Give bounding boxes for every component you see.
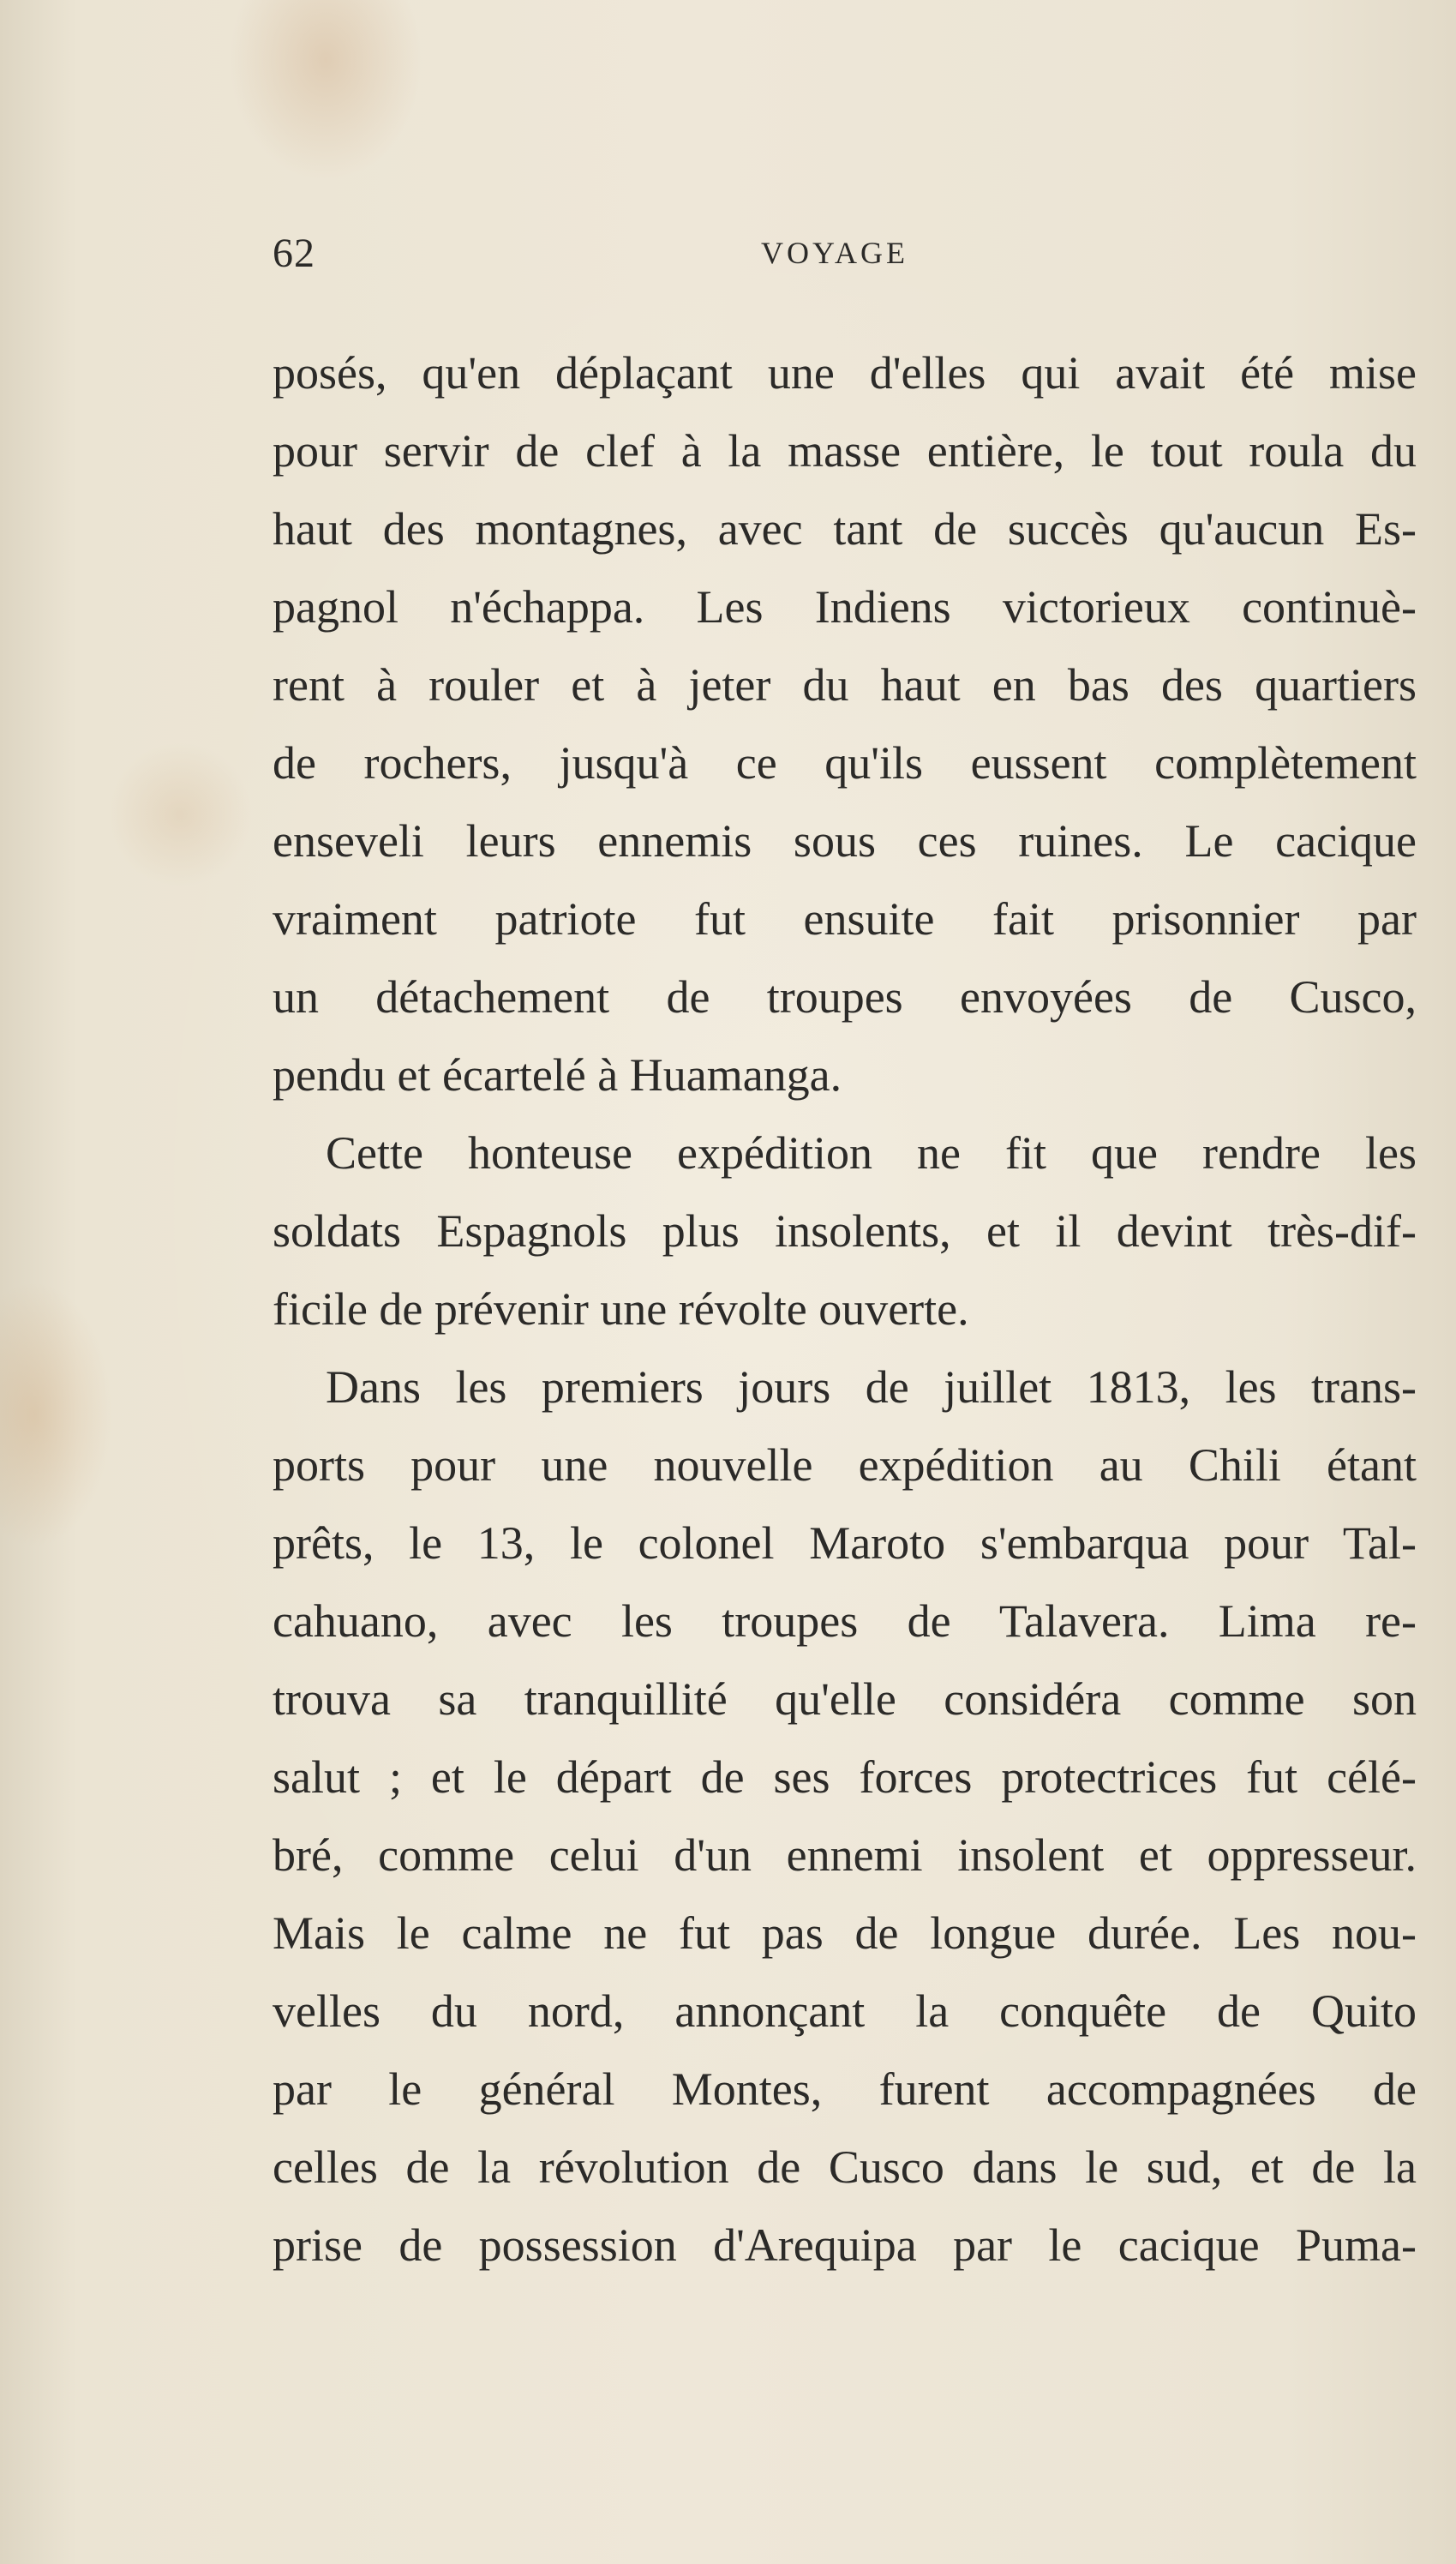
text-line: pour servir de clef à la masse entière, le tout roula du <box>273 425 1417 477</box>
text-line: trouva sa tranquillité qu'elle considéra comme son <box>273 1673 1417 1725</box>
text-line: ports pour une nouvelle expédition au Chili étant <box>273 1439 1417 1491</box>
text-line: rent à rouler et à jeter du haut en bas des quartiers <box>273 659 1417 711</box>
text-line: Mais le calme ne fut pas de longue durée. Les nou- <box>273 1907 1417 1959</box>
text-line: celles de la révolution de Cusco dans le sud, et de la <box>273 2141 1417 2193</box>
text-line: haut des montagnes, avec tant de succès qu'aucun Es- <box>273 503 1417 555</box>
page-number: 62 <box>273 231 315 276</box>
text-line: prise de possession d'Arequipa par le cacique Puma- <box>273 2219 1417 2271</box>
text-line: cahuano, avec les troupes de Talavera. Lima re- <box>273 1595 1417 1647</box>
text-line: par le général Montes, furent accompagnées de <box>273 2063 1417 2115</box>
text-line: soldats Espagnols plus insolents, et il devint très-dif- <box>273 1205 1417 1257</box>
text-line: enseveli leurs ennemis sous ces ruines. Le cacique <box>273 815 1417 867</box>
body-text <box>273 334 1417 2285</box>
text-line: posés, qu'en déplaçant une d'elles qui avait été mise <box>273 347 1417 399</box>
text-line: un détachement de troupes envoyées de Cusco, <box>273 971 1417 1023</box>
text-line: pendu et écartelé à Huamanga. <box>273 1049 842 1101</box>
text-line: bré, comme celui d'un ennemi insolent et oppresseur. <box>273 1829 1417 1881</box>
text-line: velles du nord, annonçant la conquête de Quito <box>273 1985 1417 2037</box>
text-line: vraiment patriote fut ensuite fait prisonnier par <box>273 893 1417 945</box>
running-head <box>273 230 1412 290</box>
text-line: Dans les premiers jours de juillet 1813, les trans- <box>326 1361 1417 1413</box>
text-line: pagnol n'échappa. Les Indiens victorieux continuè- <box>273 581 1417 633</box>
text-line: salut ; et le départ de ses forces protectrices fut célé- <box>273 1751 1417 1803</box>
text-line: prêts, le 13, le colonel Maroto s'embarqua pour Tal- <box>273 1517 1417 1569</box>
text-line: ficile de prévenir une révolte ouverte. <box>273 1283 969 1335</box>
text-line: de rochers, jusqu'à ce qu'ils eussent complètement <box>273 737 1417 789</box>
running-title: VOYAGE <box>761 236 908 270</box>
text-line: Cette honteuse expédition ne fit que rendre les <box>326 1127 1417 1179</box>
